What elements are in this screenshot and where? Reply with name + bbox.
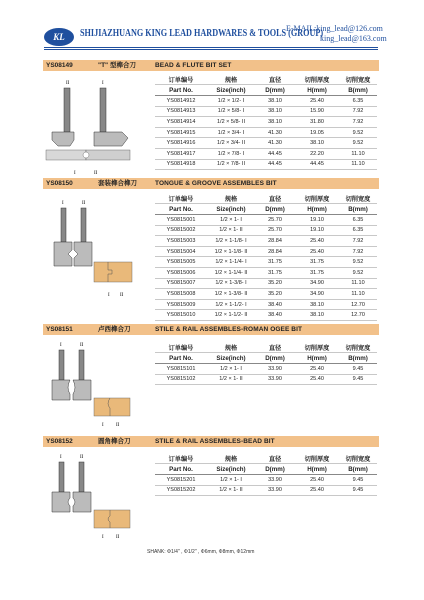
cell-part-no: YS0814915 (155, 127, 207, 138)
cell-height: 34.90 (295, 289, 339, 300)
col-diameter: D(mm) (255, 85, 295, 96)
table-row (155, 364, 377, 375)
tongue-groove-bit-drawing (44, 196, 144, 306)
cell-part-no: YS0815010 (155, 310, 207, 321)
col-diameter: D(mm) (255, 464, 295, 475)
cell-diameter: 35.20 (255, 289, 295, 300)
cell-height: 19.10 (295, 215, 339, 226)
company-name: SHIJIAZHUANG KING LEAD HARDWARES & TOOLS (GROUP) (80, 28, 324, 39)
col-width: B(mm) (339, 464, 377, 475)
label-profile-right: II (116, 535, 120, 540)
label-bit-left: I (62, 201, 64, 206)
cell-diameter: 25.70 (255, 225, 295, 236)
table-row (155, 215, 377, 226)
cell-width: 9.52 (339, 267, 377, 278)
col-size: Size(inch) (207, 85, 255, 96)
cell-size: 1/2 × 3/4- I (207, 127, 255, 138)
cell-height: 31.75 (295, 257, 339, 268)
section-name-cn: 圆角榫合刀 (98, 438, 131, 445)
cell-width: 11.10 (339, 148, 377, 159)
table-header-en (155, 464, 377, 475)
col-diameter-cn: 直径 (255, 193, 295, 204)
col-part-no-cn: 订单编号 (155, 74, 207, 85)
label-bit-right: II (80, 455, 84, 460)
cell-diameter: 44.45 (255, 159, 295, 170)
section-bar-ys08151 (43, 324, 379, 335)
cell-size: 1/2 × 5/8- II (207, 117, 255, 128)
label-profile-right: II (120, 293, 124, 298)
section-name-en: BEAD & FLUTE BIT SET (155, 62, 232, 69)
table-row (155, 225, 377, 236)
table-ys08149 (155, 74, 377, 170)
table-header-cn (155, 342, 377, 353)
table-row (155, 485, 377, 496)
cell-width: 6.35 (339, 96, 377, 107)
cell-size: 1/2 × 1- II (207, 485, 255, 496)
cell-height: 19.10 (295, 225, 339, 236)
shank-note: SHANK: Φ1/4" , Φ1/2" , Φ6mm, Φ8mm, Φ12mm (147, 549, 255, 555)
cell-width: 9.45 (339, 475, 377, 486)
cell-part-no: YS0815202 (155, 485, 207, 496)
cell-height: 34.90 (295, 278, 339, 289)
cell-diameter: 41.30 (255, 138, 295, 149)
cell-part-no: YS0815008 (155, 289, 207, 300)
cell-diameter: 31.75 (255, 267, 295, 278)
section-name-en: STILE & RAIL ASSEMBLES-ROMAN OGEE BIT (155, 326, 303, 333)
cell-diameter: 38.40 (255, 310, 295, 321)
col-size-cn: 规格 (207, 193, 255, 204)
label-bit-right: II (82, 201, 86, 206)
col-diameter: D(mm) (255, 204, 295, 215)
cell-diameter: 38.10 (255, 106, 295, 117)
label-bit-right: I (102, 81, 104, 86)
table-header-cn (155, 453, 377, 464)
label-bit-left: I (60, 343, 62, 348)
cell-height: 25.40 (295, 374, 339, 385)
col-width: B(mm) (339, 85, 377, 96)
cell-width: 7.92 (339, 106, 377, 117)
cell-size: 1/2 × 5/8- I (207, 106, 255, 117)
cell-part-no: YS0814917 (155, 148, 207, 159)
col-height: H(mm) (295, 85, 339, 96)
cell-size: 1/2 × 1-1/8- II (207, 246, 255, 257)
table-row (155, 310, 377, 321)
label-profile-left: I (102, 535, 104, 540)
cell-diameter: 38.40 (255, 299, 295, 310)
cell-size: 1/2 × 1-1/8- I (207, 236, 255, 247)
table-row (155, 278, 377, 289)
cell-diameter: 33.90 (255, 485, 295, 496)
table-row (155, 127, 377, 138)
cell-size: 1/2 × 1- I (207, 215, 255, 226)
col-part-no: Part No. (155, 464, 207, 475)
cell-diameter: 38.10 (255, 117, 295, 128)
table-row (155, 148, 377, 159)
label-bit-left: II (66, 81, 70, 86)
col-size: Size(inch) (207, 464, 255, 475)
section-code: YS08152 (46, 438, 73, 445)
cell-part-no: YS0815007 (155, 278, 207, 289)
col-width: B(mm) (339, 204, 377, 215)
table-row (155, 267, 377, 278)
cell-height: 38.10 (295, 299, 339, 310)
cell-width: 9.52 (339, 127, 377, 138)
section-name-cn: 卢西榫合刀 (98, 326, 131, 333)
cell-part-no: YS0814916 (155, 138, 207, 149)
label-bit-right: II (80, 343, 84, 348)
cell-diameter: 25.70 (255, 215, 295, 226)
table-row (155, 257, 377, 268)
col-diameter-cn: 直径 (255, 342, 295, 353)
header-divider (44, 47, 378, 48)
col-height: H(mm) (295, 464, 339, 475)
cell-width: 6.35 (339, 215, 377, 226)
col-diameter-cn: 直径 (255, 74, 295, 85)
col-width-cn: 切削宽度 (339, 342, 377, 353)
section-bar-ys08150 (43, 178, 379, 189)
col-width: B(mm) (339, 353, 377, 364)
cell-part-no: YS0815102 (155, 374, 207, 385)
cell-diameter: 38.10 (255, 96, 295, 107)
cell-height: 25.40 (295, 96, 339, 107)
cell-diameter: 33.90 (255, 364, 295, 375)
col-size: Size(inch) (207, 353, 255, 364)
section-name-cn: "T" 型榫合刀 (98, 62, 136, 69)
cell-part-no: YS0815001 (155, 215, 207, 226)
cell-height: 22.20 (295, 148, 339, 159)
cell-width: 9.52 (339, 138, 377, 149)
table-row (155, 138, 377, 149)
cell-width: 11.10 (339, 289, 377, 300)
label-profile-right: II (94, 171, 98, 176)
cell-part-no: YS0814914 (155, 117, 207, 128)
table-row (155, 159, 377, 170)
col-size-cn: 规格 (207, 453, 255, 464)
col-height-cn: 切削厚度 (295, 453, 339, 464)
cell-diameter: 44.45 (255, 148, 295, 159)
section-code: YS08151 (46, 326, 73, 333)
cell-size: 1/2 × 7/8- II (207, 159, 255, 170)
cell-height: 25.40 (295, 475, 339, 486)
col-part-no: Part No. (155, 85, 207, 96)
col-height-cn: 切削厚度 (295, 193, 339, 204)
cell-size: 1/2 × 1-1/2- II (207, 310, 255, 321)
cell-width: 9.52 (339, 257, 377, 268)
cell-part-no: YS0814912 (155, 96, 207, 107)
cell-height: 44.45 (295, 159, 339, 170)
col-size-cn: 规格 (207, 342, 255, 353)
cell-height: 25.40 (295, 364, 339, 375)
table-row (155, 374, 377, 385)
table-header-cn (155, 74, 377, 85)
email-primary[interactable]: E-MAIL:king_lead@126.com (286, 24, 383, 33)
cell-width: 12.70 (339, 310, 377, 321)
cell-diameter: 35.20 (255, 278, 295, 289)
col-width-cn: 切削宽度 (339, 193, 377, 204)
col-diameter-cn: 直径 (255, 453, 295, 464)
cell-height: 25.40 (295, 485, 339, 496)
cell-size: 1/2 × 1/2- I (207, 96, 255, 107)
cell-part-no: YS0815004 (155, 246, 207, 257)
col-part-no-cn: 订单编号 (155, 342, 207, 353)
label-profile-left: I (74, 171, 76, 176)
col-height: H(mm) (295, 353, 339, 364)
cell-size: 1/2 × 1-3/8- II (207, 289, 255, 300)
cell-width: 7.92 (339, 236, 377, 247)
section-code: YS08150 (46, 180, 73, 187)
cell-height: 25.40 (295, 236, 339, 247)
page-header (0, 0, 424, 50)
cell-size: 1/2 × 1- II (207, 374, 255, 385)
cell-width: 11.10 (339, 278, 377, 289)
cell-diameter: 31.75 (255, 257, 295, 268)
cell-height: 31.80 (295, 117, 339, 128)
section-bar-ys08149 (43, 60, 379, 71)
col-size-cn: 规格 (207, 74, 255, 85)
cell-width: 9.45 (339, 485, 377, 496)
label-profile-right: II (116, 423, 120, 428)
table-ys08152 (155, 453, 377, 496)
bead-bit-drawing (44, 450, 144, 542)
cell-size: 1/2 × 1-1/4- I (207, 257, 255, 268)
roman-ogee-bit-drawing (44, 338, 144, 430)
table-row (155, 299, 377, 310)
cell-width: 6.35 (339, 225, 377, 236)
cell-part-no: YS0814918 (155, 159, 207, 170)
cell-size: 1/2 × 1-1/2- I (207, 299, 255, 310)
col-part-no-cn: 订单编号 (155, 453, 207, 464)
col-height-cn: 切削厚度 (295, 342, 339, 353)
cell-height: 38.10 (295, 310, 339, 321)
cell-width: 9.45 (339, 364, 377, 375)
col-width-cn: 切削宽度 (339, 453, 377, 464)
cell-diameter: 28.84 (255, 246, 295, 257)
cell-size: 1/2 × 1-1/4- II (207, 267, 255, 278)
cell-part-no: YS0815009 (155, 299, 207, 310)
table-header-en (155, 353, 377, 364)
table-row (155, 236, 377, 247)
cell-height: 25.40 (295, 246, 339, 257)
col-height: H(mm) (295, 204, 339, 215)
table-row (155, 289, 377, 300)
col-part-no: Part No. (155, 204, 207, 215)
cell-size: 1/2 × 1- II (207, 225, 255, 236)
company-logo: KL (44, 28, 74, 46)
email-secondary[interactable]: king_lead@163.com (320, 34, 387, 43)
cell-diameter: 33.90 (255, 475, 295, 486)
table-row (155, 106, 377, 117)
cell-part-no: YS0814913 (155, 106, 207, 117)
label-profile-left: I (102, 423, 104, 428)
col-size: Size(inch) (207, 204, 255, 215)
cell-part-no: YS0815201 (155, 475, 207, 486)
cell-part-no: YS0815002 (155, 225, 207, 236)
section-code: YS08149 (46, 62, 73, 69)
cell-part-no: YS0815005 (155, 257, 207, 268)
table-ys08151 (155, 342, 377, 385)
cell-size: 1/2 × 1-3/8- I (207, 278, 255, 289)
table-ys08150 (155, 193, 377, 321)
cell-part-no: YS0815101 (155, 364, 207, 375)
table-header-en (155, 85, 377, 96)
cell-height: 19.05 (295, 127, 339, 138)
label-profile-left: I (108, 293, 110, 298)
table-header-en (155, 204, 377, 215)
table-row (155, 96, 377, 107)
table-header-cn (155, 193, 377, 204)
cell-width: 9.45 (339, 374, 377, 385)
col-height-cn: 切削厚度 (295, 74, 339, 85)
cell-part-no: YS0815006 (155, 267, 207, 278)
col-part-no-cn: 订单编号 (155, 193, 207, 204)
cell-diameter: 28.84 (255, 236, 295, 247)
table-row (155, 246, 377, 257)
cell-width: 7.92 (339, 117, 377, 128)
table-row (155, 475, 377, 486)
cell-part-no: YS0815003 (155, 236, 207, 247)
cell-size: 1/2 × 1- I (207, 364, 255, 375)
col-part-no: Part No. (155, 353, 207, 364)
table-row (155, 117, 377, 128)
col-diameter: D(mm) (255, 353, 295, 364)
cell-width: 12.70 (339, 299, 377, 310)
section-name-en: TONGUE & GROOVE ASSEMBLES BIT (155, 180, 277, 187)
section-bar-ys08152 (43, 436, 379, 447)
cell-height: 15.90 (295, 106, 339, 117)
cell-width: 11.10 (339, 159, 377, 170)
cell-height: 38.10 (295, 138, 339, 149)
cell-width: 7.92 (339, 246, 377, 257)
cell-size: 1/2 × 7/8- I (207, 148, 255, 159)
cell-diameter: 33.90 (255, 374, 295, 385)
label-bit-left: I (60, 455, 62, 460)
cell-diameter: 41.30 (255, 127, 295, 138)
section-name-en: STILE & RAIL ASSEMBLES-BEAD BIT (155, 438, 275, 445)
bead-flute-bit-drawing (44, 74, 144, 178)
col-width-cn: 切削宽度 (339, 74, 377, 85)
cell-size: 1/2 × 1- I (207, 475, 255, 486)
header-divider-2 (44, 49, 378, 50)
section-name-cn: 套装榫合榫刀 (98, 180, 137, 187)
cell-height: 31.75 (295, 267, 339, 278)
cell-size: 1/2 × 3/4- II (207, 138, 255, 149)
